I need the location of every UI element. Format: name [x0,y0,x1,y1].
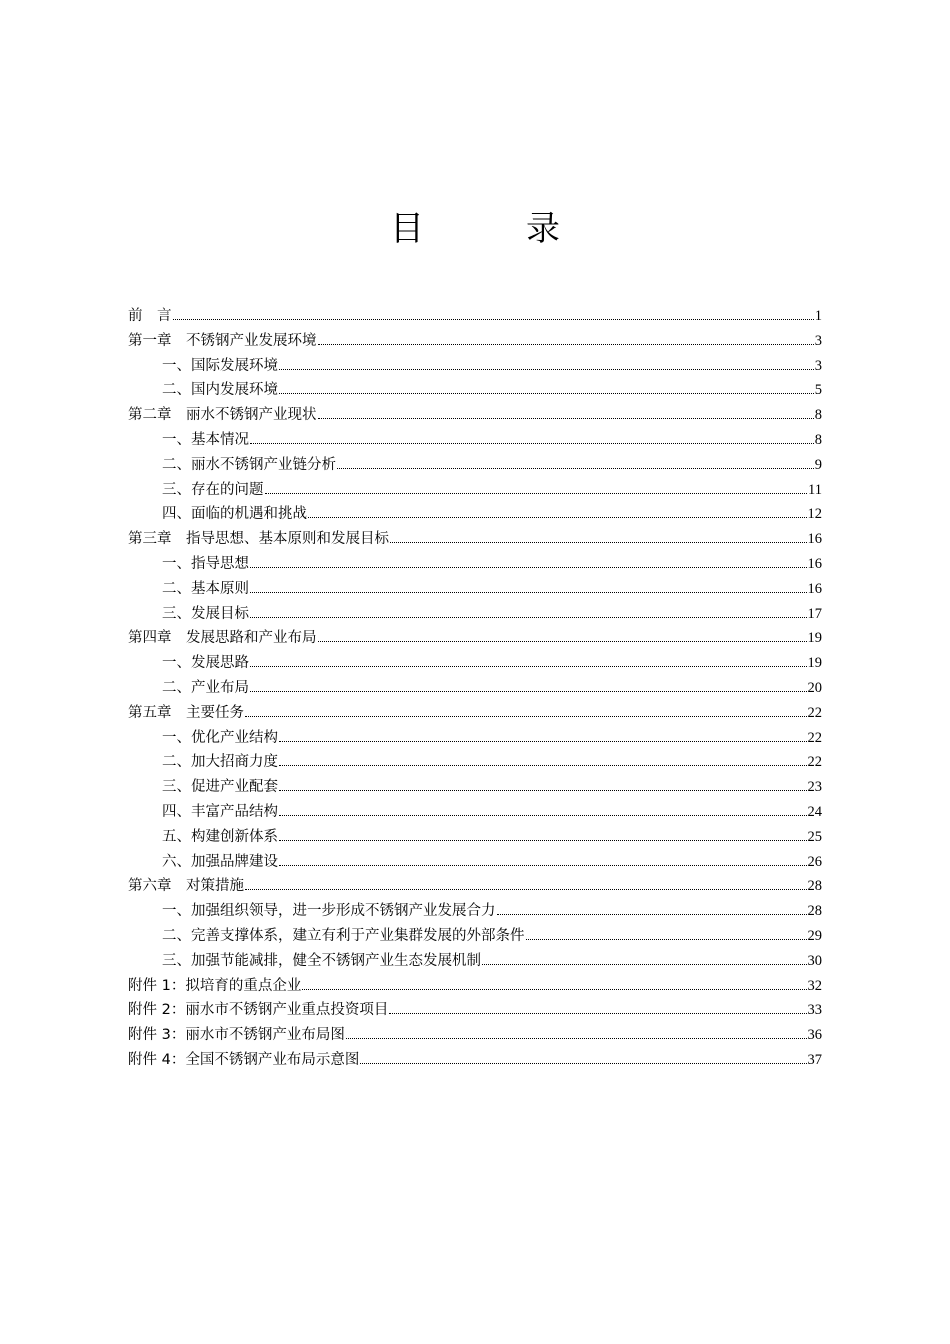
toc-entry-page-number: 1 [814,308,822,324]
toc-entry-appendix[interactable] [128,1023,822,1048]
toc-entry-appendix[interactable] [128,1048,822,1073]
toc-entry-label: 附件 2：丽水市不锈钢产业重点投资项目 [128,1002,389,1019]
toc-entry-section[interactable] [128,552,822,577]
toc-dot-leader [389,1013,806,1014]
toc-dot-leader [526,939,807,940]
toc-dot-leader [302,989,806,990]
toc-dot-leader [318,418,814,419]
toc-dot-leader [250,592,807,593]
toc-entry-label: 二、基本原则 [162,580,249,597]
toc-dot-leader [279,865,807,866]
toc-entry-appendix[interactable] [128,998,822,1023]
toc-dot-leader [245,889,807,890]
toc-entry-label: 第二章 丽水不锈钢产业现状 [128,407,317,424]
toc-entry-page-number: 25 [807,828,822,845]
toc-dot-leader [390,542,807,543]
toc-entry-appendix[interactable] [128,974,822,999]
toc-dot-leader [360,1063,806,1064]
toc-entry-page-number: 33 [807,1002,822,1019]
toc-dot-leader [245,716,807,717]
toc-entry-label: 六、加强品牌建设 [162,853,278,870]
toc-entry-page-number: 26 [807,853,822,870]
toc-entry-label: 五、构建创新体系 [162,828,278,845]
toc-entry-page-number: 16 [807,555,822,572]
toc-entry-section[interactable] [128,850,822,875]
toc-entry-label: 附件 3：丽水市不锈钢产业布局图 [128,1027,345,1044]
toc-entry-label: 三、存在的问题 [162,481,264,498]
toc-entry-section[interactable] [128,478,822,503]
toc-dot-leader [250,666,807,667]
toc-entry-section[interactable] [128,651,822,676]
toc-entry-page-number: 22 [807,729,822,746]
toc-dot-leader [308,517,807,518]
toc-entry-page-number: 37 [807,1051,822,1068]
toc-entry-page-number: 3 [814,357,822,374]
toc-dot-leader [482,964,807,965]
toc-entry-page-number: 17 [807,605,822,622]
toc-entry-page-number: 20 [807,679,822,696]
toc-entry-page-number: 23 [807,779,822,796]
toc-entry-page-number: 22 [807,704,822,721]
page-title: 目 录 [390,209,594,249]
toc-entry-page-number: 3 [814,332,822,349]
toc-entry-page-number: 12 [807,506,822,523]
toc-dot-leader [279,840,807,841]
toc-entry-page-number: 8 [814,431,822,448]
toc-entry-section[interactable] [128,750,822,775]
toc-entry-page-number: 5 [814,382,822,399]
toc-entry-section[interactable] [128,354,822,379]
toc-entry-page-number: 19 [807,655,822,672]
toc-entry-page-number: 28 [807,878,822,895]
toc-entry-label: 第一章 不锈钢产业发展环境 [128,332,317,349]
toc-entry-label: 一、优化产业结构 [162,729,278,746]
toc-entry-page-number: 22 [807,754,822,771]
toc-entry-page-number: 8 [814,407,822,424]
toc-dot-leader [279,741,807,742]
toc-entry-label: 二、国内发展环境 [162,382,278,399]
toc-dot-leader [318,641,807,642]
toc-dot-leader [497,914,807,915]
toc-dot-leader [250,567,807,568]
toc-entry-page-number: 9 [814,456,822,473]
table-of-contents [128,304,822,1073]
toc-entry-page-number: 24 [807,803,822,820]
toc-entry-chapter[interactable] [128,403,822,428]
toc-entry-label: 二、产业布局 [162,679,249,696]
toc-dot-leader [337,468,814,469]
toc-entry-label: 一、指导思想 [162,555,249,572]
toc-entry-label: 三、促进产业配套 [162,779,278,796]
toc-entry-page-number: 29 [807,927,822,944]
toc-entry-section[interactable] [128,775,822,800]
toc-entry-section[interactable] [128,825,822,850]
toc-entry-label: 第四章 发展思路和产业布局 [128,630,317,647]
toc-entry-section[interactable] [128,949,822,974]
toc-entry-page-number: 36 [807,1027,822,1044]
toc-entry-section[interactable] [128,924,822,949]
toc-entry-label: 一、国际发展环境 [162,357,278,374]
toc-entry-section[interactable] [128,602,822,627]
toc-entry-label: 一、发展思路 [162,655,249,672]
toc-entry-label: 二、加大招商力度 [162,754,278,771]
toc-entry-label: 第六章 对策措施 [128,878,244,895]
toc-entry-section[interactable] [128,800,822,825]
toc-dot-leader [173,319,814,320]
toc-entry-chapter[interactable] [128,329,822,354]
toc-entry-label: 前 言 [128,308,172,324]
toc-entry-label: 四、面临的机遇和挑战 [162,506,307,523]
toc-dot-leader [250,691,807,692]
toc-dot-leader [265,493,808,494]
toc-entry-label: 第五章 主要任务 [128,704,244,721]
toc-entry-chapter[interactable] [128,626,822,651]
toc-dot-leader [279,790,807,791]
toc-entry-label: 一、加强组织领导，进一步形成不锈钢产业发展合力 [162,903,496,920]
toc-dot-leader [250,617,807,618]
toc-entry-label: 四、丰富产品结构 [162,803,278,820]
toc-entry-label: 附件 4：全国不锈钢产业布局示意图 [128,1051,360,1068]
toc-entry-section[interactable] [128,428,822,453]
toc-entry-chapter[interactable] [128,527,822,552]
toc-entry-section[interactable] [128,378,822,403]
toc-entry-page-number: 30 [807,952,822,969]
toc-entry-section[interactable] [128,453,822,478]
toc-dot-leader [279,369,814,370]
toc-entry-label: 三、加强节能减排，健全不锈钢产业生态发展机制 [162,952,481,969]
toc-dot-leader [318,344,814,345]
toc-entry-page-number: 11 [808,481,822,498]
toc-dot-leader [346,1038,807,1039]
toc-entry-label: 二、完善支撑体系，建立有利于产业集群发展的外部条件 [162,927,525,944]
toc-entry-section[interactable] [128,726,822,751]
toc-entry-page-number: 19 [807,630,822,647]
toc-entry-label: 三、发展目标 [162,605,249,622]
toc-entry-label: 附件 1：拟培育的重点企业 [128,977,302,994]
toc-entry-page-number: 28 [807,903,822,920]
toc-dot-leader [279,765,807,766]
toc-entry-section[interactable] [128,502,822,527]
toc-entry-section[interactable] [128,899,822,924]
toc-entry-label: 第三章 指导思想、基本原则和发展目标 [128,531,389,548]
toc-entry-page-number: 16 [807,580,822,597]
toc-entry-section[interactable] [128,676,822,701]
toc-entry-chapter[interactable] [128,701,822,726]
toc-dot-leader [279,815,807,816]
toc-entry-label: 二、丽水不锈钢产业链分析 [162,456,336,473]
toc-entry-label: 一、基本情况 [162,431,249,448]
toc-entry-chapter[interactable] [128,304,822,329]
toc-dot-leader [250,443,814,444]
toc-dot-leader [279,393,814,394]
toc-entry-page-number: 16 [807,531,822,548]
toc-entry-chapter[interactable] [128,874,822,899]
toc-entry-page-number: 32 [807,977,822,994]
toc-entry-section[interactable] [128,577,822,602]
